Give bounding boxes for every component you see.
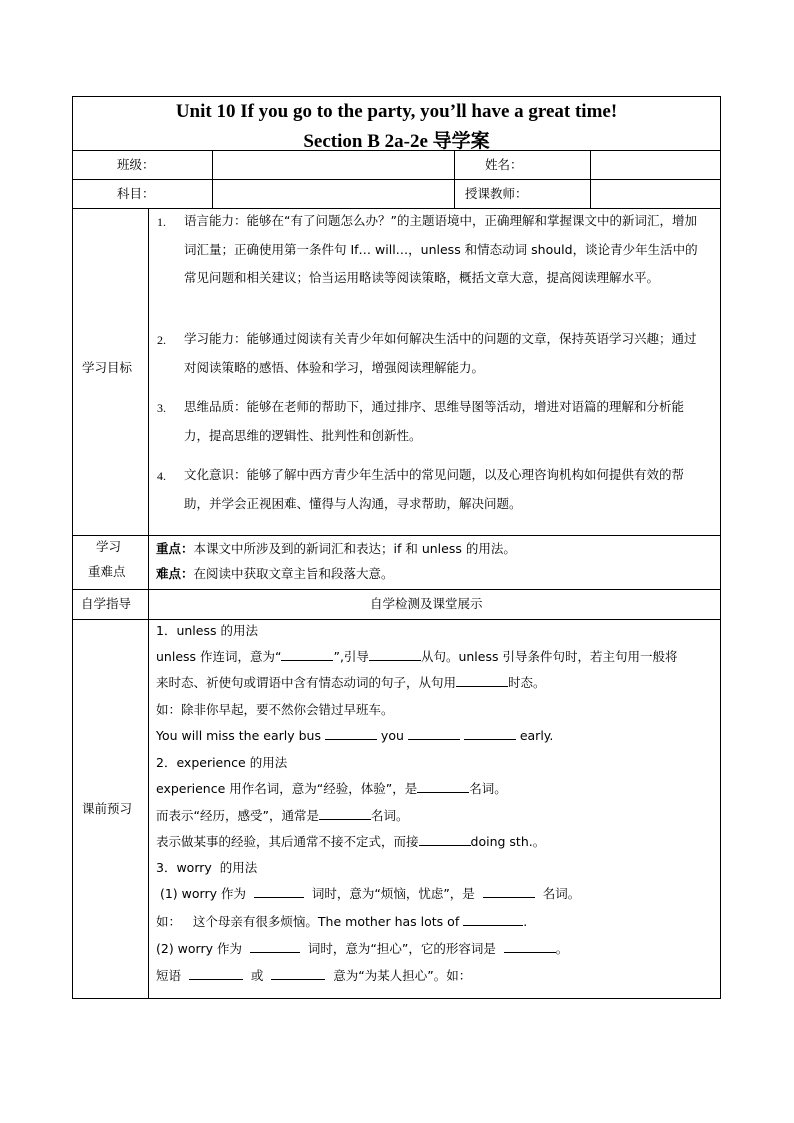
- keypoints-label-1: 学习: [96, 539, 122, 554]
- fill-in-blank[interactable]: [271, 967, 325, 980]
- preview-line: [156, 966, 471, 984]
- preview-text: 表示做某事的经验，其后通常不接不定式，而接: [156, 834, 419, 849]
- preview-heading: [156, 621, 258, 639]
- fill-in-blank[interactable]: [456, 674, 508, 687]
- fill-in-blank[interactable]: [417, 780, 469, 793]
- column-divider: [148, 208, 149, 998]
- column-divider: [454, 150, 455, 208]
- preview-text: 如：除非你早起，要不然你会错过早班车。: [156, 702, 394, 717]
- fill-in-blank[interactable]: [325, 727, 377, 740]
- preview-text: ”,引导: [333, 649, 369, 664]
- objective-number: 4.: [157, 469, 166, 483]
- preview-text: 3．worry 的用法: [156, 860, 258, 875]
- objective-language: 语言能力：能够在“有了问题怎么办？”的主题语境中，正确理解和掌握课文中的新词汇，增加词汇量；正确使用第一条件句 If… will…，unless 和情态动词 should，谈论青少年生活中的常见问题和相关建议；恰当运用略读等阅读策略，概括文章大意，提高阅读理解水平。: [184, 213, 698, 285]
- teacher-label: 授课教师：: [465, 186, 528, 201]
- focus-line: [156, 539, 516, 557]
- objective-number: 1.: [157, 215, 166, 229]
- fill-in-blank[interactable]: [281, 648, 333, 661]
- preview-text: 或: [242, 968, 272, 983]
- preview-text: 名词。: [370, 808, 409, 823]
- preview-line: [156, 779, 507, 797]
- preview-text: 意为“为某人担心”。如：: [325, 968, 472, 983]
- column-divider: [212, 150, 213, 208]
- preview-text: 名词。: [469, 781, 507, 796]
- preview-text: 1．unless 的用法: [156, 623, 258, 638]
- preview-text: unless 作连词，意为“: [156, 649, 282, 664]
- row-divider: [73, 589, 720, 590]
- fill-in-blank[interactable]: [463, 913, 523, 926]
- fill-in-blank[interactable]: [419, 833, 471, 846]
- fill-in-blank[interactable]: [250, 940, 300, 953]
- preview-text: (2) worry 作为: [156, 941, 250, 956]
- preview-line: [156, 806, 408, 824]
- preview-text: 词时，意为“担心”，它的形容词是: [299, 941, 504, 956]
- preview-text: 词时，意为“烦恼，忧虑”，是: [303, 886, 483, 901]
- preview-line: [156, 884, 580, 902]
- fill-in-blank[interactable]: [189, 967, 243, 980]
- keypoints-label-2: 重难点: [88, 564, 126, 579]
- preview-text: 2．experience 的用法: [156, 755, 288, 770]
- focus-text: 本课文中所涉及到的新词汇和表达；if 和 unless 的用法。: [193, 541, 516, 556]
- objectives-label: 学习目标: [82, 360, 133, 375]
- preview-text: 从句。unless 引导条件句时，若主句用一般将: [420, 649, 678, 664]
- fill-in-blank[interactable]: [464, 727, 516, 740]
- preview-text: 短语: [156, 968, 189, 983]
- preview-text: (1) worry 作为: [156, 886, 254, 901]
- preview-heading: [156, 858, 257, 876]
- preview-line: [156, 727, 553, 743]
- title-line-2: Section B 2a-2e 导学案: [303, 131, 490, 152]
- fill-in-blank[interactable]: [319, 807, 371, 820]
- row-divider: [73, 179, 720, 180]
- preview-text: 而表示“经历，感受”，通常是: [156, 808, 319, 823]
- fill-in-blank[interactable]: [408, 727, 460, 740]
- preview-line: [156, 912, 527, 930]
- guide-heading: 自学检测及课堂展示: [370, 596, 483, 611]
- preview-text: experience 用作名词，意为“经验，体验”，是: [156, 781, 418, 796]
- preview-text: 来时态、祈使句或谓语中含有情态动词的句子，从句用: [156, 675, 457, 690]
- preview-text: 名词。: [534, 886, 581, 901]
- objective-number: 3.: [157, 401, 166, 415]
- row-divider: [73, 535, 720, 536]
- objective-thinking: 思维品质：能够在老师的帮助下，通过排序、思维导图等活动，增进对语篇的理解和分析能力，提高思维的逻辑性、批判性和创新性。: [184, 399, 685, 443]
- objective-culture: 文化意识：能够了解中西方青少年生活中的常见问题，以及心理咨询机构如何提供有效的帮助，并学会正视困难、懂得与人沟通，寻求帮助，解决问题。: [184, 467, 685, 511]
- name-label: 姓名：: [485, 157, 523, 172]
- study-guide-table: [72, 96, 721, 999]
- difficulty-text: 在阅读中获取文章主旨和段落大意。: [193, 566, 394, 581]
- preview-text: early.: [515, 728, 554, 743]
- preview-label: 课前预习: [82, 801, 133, 816]
- title-line-1: Unit 10 If you go to the party, you’ll have a great time!: [175, 101, 618, 122]
- difficulty-label: 难点：: [156, 566, 194, 581]
- preview-text: 如： 这个母亲有很多烦恼。The mother has lots of: [156, 914, 464, 929]
- fill-in-blank[interactable]: [254, 885, 304, 898]
- preview-line: [156, 939, 568, 957]
- preview-text: You will miss the early bus: [156, 728, 325, 743]
- column-divider: [590, 150, 591, 208]
- row-divider: [73, 619, 720, 620]
- preview-text: doing sth.。: [470, 834, 546, 849]
- guide-label: 自学指导: [81, 596, 132, 611]
- fill-in-blank[interactable]: [369, 648, 421, 661]
- preview-text: 时态。: [508, 675, 546, 690]
- preview-line: [156, 700, 394, 718]
- preview-line: [156, 832, 545, 850]
- preview-heading: [156, 753, 287, 771]
- objective-number: 2.: [157, 333, 166, 347]
- difficulty-line: [156, 564, 394, 582]
- subject-label: 科目：: [117, 186, 155, 201]
- preview-line: [156, 673, 546, 691]
- preview-line: [156, 647, 677, 665]
- preview-text: you: [376, 728, 408, 743]
- focus-label: 重点：: [156, 541, 194, 556]
- fill-in-blank[interactable]: [483, 885, 535, 898]
- preview-text: 。: [555, 941, 569, 956]
- preview-text: .: [523, 914, 528, 929]
- class-label: 班级：: [117, 157, 155, 172]
- objective-learning: 学习能力：能够通过阅读有关青少年如何解决生活中的问题的文章，保持英语学习兴趣；通过对阅读策略的感悟、体验和学习，增强阅读理解能力。: [184, 331, 697, 375]
- fill-in-blank[interactable]: [504, 940, 556, 953]
